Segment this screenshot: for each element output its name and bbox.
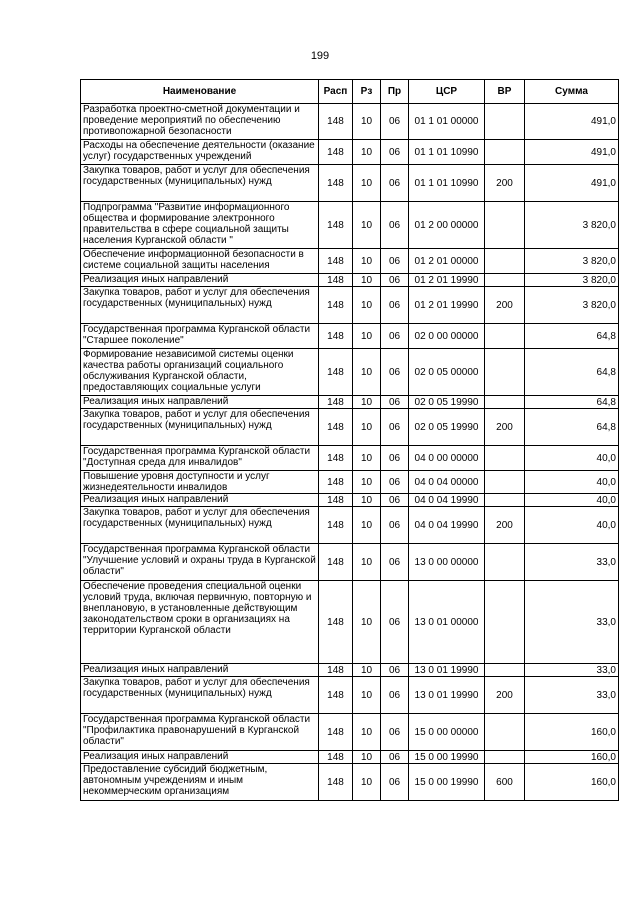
cell-vr bbox=[485, 104, 525, 140]
cell-pr: 06 bbox=[381, 751, 409, 764]
cell-csr: 02 0 05 19990 bbox=[409, 396, 485, 409]
cell-rz: 10 bbox=[353, 751, 381, 764]
cell-vr: 200 bbox=[485, 409, 525, 446]
cell-vr bbox=[485, 581, 525, 664]
cell-name: Закупка товаров, работ и услуг для обеспечения государственных (муниципальных) нужд bbox=[81, 165, 319, 202]
cell-csr: 01 1 01 10990 bbox=[409, 140, 485, 165]
header-sum: Сумма bbox=[525, 80, 619, 104]
cell-rz: 10 bbox=[353, 446, 381, 471]
cell-csr: 01 1 01 00000 bbox=[409, 104, 485, 140]
cell-pr: 06 bbox=[381, 714, 409, 751]
cell-name: Государственная программа Курганской области "Доступная среда для инвалидов" bbox=[81, 446, 319, 471]
header-rz: Рз bbox=[353, 80, 381, 104]
cell-sum: 40,0 bbox=[525, 494, 619, 507]
cell-name: Разработка проектно-сметной документации и проведение мероприятий по обеспечению противопожарной безопасности bbox=[81, 104, 319, 140]
cell-vr bbox=[485, 471, 525, 494]
header-csr: ЦСР bbox=[409, 80, 485, 104]
cell-name: Подпрограмма "Развитие информационного общества и формирование электронного правительства в сфере социальной защиты населения Курганской области " bbox=[81, 202, 319, 249]
cell-vr: 600 bbox=[485, 764, 525, 801]
cell-pr: 06 bbox=[381, 677, 409, 714]
cell-csr: 13 0 00 00000 bbox=[409, 544, 485, 581]
cell-pr: 06 bbox=[381, 202, 409, 249]
cell-sum: 64,8 bbox=[525, 349, 619, 396]
cell-vr bbox=[485, 396, 525, 409]
cell-csr: 02 0 05 00000 bbox=[409, 349, 485, 396]
table-row bbox=[81, 287, 619, 324]
cell-name: Закупка товаров, работ и услуг для обеспечения государственных (муниципальных) нужд bbox=[81, 677, 319, 714]
cell-sum: 3 820,0 bbox=[525, 202, 619, 249]
cell-rz: 10 bbox=[353, 544, 381, 581]
cell-pr: 06 bbox=[381, 274, 409, 287]
table-row bbox=[81, 349, 619, 396]
cell-pr: 06 bbox=[381, 104, 409, 140]
cell-rasp: 148 bbox=[319, 471, 353, 494]
cell-pr: 06 bbox=[381, 324, 409, 349]
cell-rz: 10 bbox=[353, 165, 381, 202]
cell-pr: 06 bbox=[381, 581, 409, 664]
cell-rz: 10 bbox=[353, 409, 381, 446]
cell-pr: 06 bbox=[381, 287, 409, 324]
cell-vr bbox=[485, 274, 525, 287]
cell-rasp: 148 bbox=[319, 349, 353, 396]
cell-sum: 33,0 bbox=[525, 544, 619, 581]
cell-rasp: 148 bbox=[319, 714, 353, 751]
cell-name: Реализация иных направлений bbox=[81, 494, 319, 507]
table-row bbox=[81, 140, 619, 165]
table-row bbox=[81, 664, 619, 677]
cell-csr: 02 0 00 00000 bbox=[409, 324, 485, 349]
cell-pr: 06 bbox=[381, 494, 409, 507]
cell-rasp: 148 bbox=[319, 764, 353, 801]
cell-rasp: 148 bbox=[319, 664, 353, 677]
cell-rz: 10 bbox=[353, 764, 381, 801]
cell-name: Обеспечение проведения специальной оценки условий труда, включая первичную, повторную и внеплановую, в установленные действующим законодательством сроки в организациях на территории Курганской области bbox=[81, 581, 319, 664]
cell-rz: 10 bbox=[353, 274, 381, 287]
cell-rz: 10 bbox=[353, 471, 381, 494]
cell-vr bbox=[485, 714, 525, 751]
page-number: 199 bbox=[310, 50, 330, 62]
cell-rz: 10 bbox=[353, 202, 381, 249]
cell-rasp: 148 bbox=[319, 324, 353, 349]
cell-vr bbox=[485, 446, 525, 471]
cell-rz: 10 bbox=[353, 249, 381, 274]
cell-sum: 64,8 bbox=[525, 396, 619, 409]
table-row bbox=[81, 544, 619, 581]
cell-csr: 04 0 04 00000 bbox=[409, 471, 485, 494]
cell-sum: 40,0 bbox=[525, 446, 619, 471]
cell-csr: 01 2 00 00000 bbox=[409, 202, 485, 249]
cell-rz: 10 bbox=[353, 581, 381, 664]
table-row bbox=[81, 714, 619, 751]
cell-rz: 10 bbox=[353, 349, 381, 396]
cell-sum: 3 820,0 bbox=[525, 274, 619, 287]
cell-csr: 15 0 00 19990 bbox=[409, 764, 485, 801]
cell-vr: 200 bbox=[485, 287, 525, 324]
table-row bbox=[81, 202, 619, 249]
cell-sum: 33,0 bbox=[525, 664, 619, 677]
cell-rz: 10 bbox=[353, 494, 381, 507]
table-row bbox=[81, 507, 619, 544]
cell-sum: 40,0 bbox=[525, 471, 619, 494]
cell-name: Закупка товаров, работ и услуг для обеспечения государственных (муниципальных) нужд bbox=[81, 507, 319, 544]
cell-csr: 04 0 04 19990 bbox=[409, 494, 485, 507]
table-row bbox=[81, 274, 619, 287]
table-row bbox=[81, 396, 619, 409]
header-pr: Пр bbox=[381, 80, 409, 104]
cell-rasp: 148 bbox=[319, 249, 353, 274]
cell-sum: 491,0 bbox=[525, 104, 619, 140]
cell-csr: 13 0 01 19990 bbox=[409, 677, 485, 714]
cell-name: Реализация иных направлений bbox=[81, 751, 319, 764]
cell-rasp: 148 bbox=[319, 446, 353, 471]
cell-vr bbox=[485, 140, 525, 165]
budget-table bbox=[80, 79, 619, 801]
cell-vr bbox=[485, 349, 525, 396]
cell-rz: 10 bbox=[353, 664, 381, 677]
cell-pr: 06 bbox=[381, 446, 409, 471]
cell-pr: 06 bbox=[381, 349, 409, 396]
cell-pr: 06 bbox=[381, 764, 409, 801]
cell-name: Обеспечение информационной безопасности в системе социальной защиты населения bbox=[81, 249, 319, 274]
table-row bbox=[81, 471, 619, 494]
cell-pr: 06 bbox=[381, 507, 409, 544]
cell-csr: 15 0 00 00000 bbox=[409, 714, 485, 751]
cell-sum: 33,0 bbox=[525, 581, 619, 664]
cell-csr: 04 0 00 00000 bbox=[409, 446, 485, 471]
cell-rz: 10 bbox=[353, 396, 381, 409]
cell-rz: 10 bbox=[353, 140, 381, 165]
cell-name: Формирование независимой системы оценки качества работы организаций социального обслуживания Курганской области, предоставляющих социальные услуги bbox=[81, 349, 319, 396]
cell-pr: 06 bbox=[381, 664, 409, 677]
table-row bbox=[81, 446, 619, 471]
cell-rasp: 148 bbox=[319, 202, 353, 249]
cell-rasp: 148 bbox=[319, 409, 353, 446]
cell-csr: 01 2 01 19990 bbox=[409, 274, 485, 287]
cell-sum: 3 820,0 bbox=[525, 249, 619, 274]
cell-rasp: 148 bbox=[319, 581, 353, 664]
cell-name: Закупка товаров, работ и услуг для обеспечения государственных (муниципальных) нужд bbox=[81, 409, 319, 446]
cell-vr bbox=[485, 249, 525, 274]
table-row bbox=[81, 494, 619, 507]
cell-name: Расходы на обеспечение деятельности (оказание услуг) государственных учреждений bbox=[81, 140, 319, 165]
table-row bbox=[81, 764, 619, 801]
cell-pr: 06 bbox=[381, 165, 409, 202]
cell-name: Государственная программа Курганской области "Профилактика правонарушений в Курганской области" bbox=[81, 714, 319, 751]
cell-rasp: 148 bbox=[319, 544, 353, 581]
cell-sum: 160,0 bbox=[525, 714, 619, 751]
cell-rz: 10 bbox=[353, 104, 381, 140]
cell-rasp: 148 bbox=[319, 165, 353, 202]
cell-csr: 13 0 01 19990 bbox=[409, 664, 485, 677]
cell-sum: 491,0 bbox=[525, 165, 619, 202]
cell-name: Закупка товаров, работ и услуг для обеспечения государственных (муниципальных) нужд bbox=[81, 287, 319, 324]
cell-pr: 06 bbox=[381, 544, 409, 581]
table-row bbox=[81, 324, 619, 349]
cell-rasp: 148 bbox=[319, 140, 353, 165]
cell-name: Реализация иных направлений bbox=[81, 274, 319, 287]
cell-vr: 200 bbox=[485, 677, 525, 714]
cell-vr bbox=[485, 664, 525, 677]
cell-rasp: 148 bbox=[319, 494, 353, 507]
table-row bbox=[81, 581, 619, 664]
cell-rz: 10 bbox=[353, 714, 381, 751]
cell-rasp: 148 bbox=[319, 677, 353, 714]
cell-sum: 160,0 bbox=[525, 764, 619, 801]
table-row bbox=[81, 104, 619, 140]
table-row bbox=[81, 409, 619, 446]
cell-vr bbox=[485, 202, 525, 249]
cell-rasp: 148 bbox=[319, 287, 353, 324]
cell-pr: 06 bbox=[381, 396, 409, 409]
cell-sum: 40,0 bbox=[525, 507, 619, 544]
cell-pr: 06 bbox=[381, 409, 409, 446]
cell-vr bbox=[485, 494, 525, 507]
cell-vr bbox=[485, 544, 525, 581]
cell-pr: 06 bbox=[381, 471, 409, 494]
cell-rasp: 148 bbox=[319, 507, 353, 544]
cell-csr: 01 1 01 10990 bbox=[409, 165, 485, 202]
cell-sum: 160,0 bbox=[525, 751, 619, 764]
cell-name: Реализация иных направлений bbox=[81, 664, 319, 677]
cell-rasp: 148 bbox=[319, 751, 353, 764]
cell-csr: 15 0 00 19990 bbox=[409, 751, 485, 764]
cell-rz: 10 bbox=[353, 677, 381, 714]
cell-vr bbox=[485, 751, 525, 764]
cell-pr: 06 bbox=[381, 249, 409, 274]
cell-rz: 10 bbox=[353, 287, 381, 324]
cell-sum: 64,8 bbox=[525, 324, 619, 349]
table-row bbox=[81, 677, 619, 714]
cell-name: Предоставление субсидий бюджетным, автономным учреждениям и иным некоммерческим организациям bbox=[81, 764, 319, 801]
table-body bbox=[81, 104, 619, 801]
cell-name: Повышение уровня доступности и услуг жизнедеятельности инвалидов bbox=[81, 471, 319, 494]
cell-rz: 10 bbox=[353, 324, 381, 349]
cell-sum: 3 820,0 bbox=[525, 287, 619, 324]
cell-vr: 200 bbox=[485, 507, 525, 544]
cell-rz: 10 bbox=[353, 507, 381, 544]
cell-sum: 491,0 bbox=[525, 140, 619, 165]
table-header-row bbox=[81, 80, 619, 104]
cell-rasp: 148 bbox=[319, 274, 353, 287]
cell-pr: 06 bbox=[381, 140, 409, 165]
table-row bbox=[81, 165, 619, 202]
cell-csr: 13 0 01 00000 bbox=[409, 581, 485, 664]
cell-sum: 64,8 bbox=[525, 409, 619, 446]
cell-csr: 01 2 01 00000 bbox=[409, 249, 485, 274]
cell-vr bbox=[485, 324, 525, 349]
cell-csr: 02 0 05 19990 bbox=[409, 409, 485, 446]
cell-rasp: 148 bbox=[319, 396, 353, 409]
header-vr: ВР bbox=[485, 80, 525, 104]
header-name: Наименование bbox=[81, 80, 319, 104]
cell-csr: 04 0 04 19990 bbox=[409, 507, 485, 544]
cell-csr: 01 2 01 19990 bbox=[409, 287, 485, 324]
cell-vr: 200 bbox=[485, 165, 525, 202]
cell-sum: 33,0 bbox=[525, 677, 619, 714]
cell-name: Реализация иных направлений bbox=[81, 396, 319, 409]
table-row bbox=[81, 751, 619, 764]
cell-rasp: 148 bbox=[319, 104, 353, 140]
cell-name: Государственная программа Курганской области "Улучшение условий и охраны труда в Курганской области" bbox=[81, 544, 319, 581]
header-rasp: Расп bbox=[319, 80, 353, 104]
table-row bbox=[81, 249, 619, 274]
cell-name: Государственная программа Курганской области "Старшее поколение" bbox=[81, 324, 319, 349]
